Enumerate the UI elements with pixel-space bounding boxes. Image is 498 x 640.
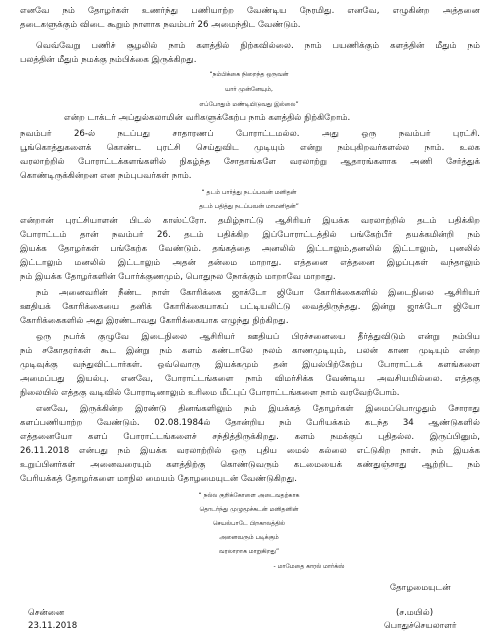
text-line: கொண்டிருக்கின்றன என நம்புபவர்கள் நாம்.: [20, 171, 192, 181]
text-line: பேரியக்கத் தோழர்களை மாநில மையம் தோழமையுடன் வேண்டுகிறது.: [20, 474, 297, 484]
place: சென்னை: [28, 608, 65, 618]
text-line: எனவே நம் தோழர்கள் உணர்ந்து பணியாற்ற வேண்டிய நேரமிது. எனவே, எழுகின்ற அத்தனை: [20, 6, 480, 16]
quote-line: எப்போதும் மண்டியிடுவது இல்லை”: [199, 101, 299, 108]
text-line: கோரிக்கைகளில் அது இரண்டாவது கோரிக்கையாக எழுந்து நிற்கிறது.: [20, 316, 289, 326]
text-line: அமைப்பது இயல்பு. எனவே, போராட்டங்களை நாம் விமர்சிக்க வேண்டிய அவசியமில்லை. எத்தகு: [20, 374, 480, 384]
text-line: ஊதியக் கோரிக்கையை தனிக் கோரிக்கையாகப் பட்டியலிட்டு வைத்திருந்தது. இன்று ஜாக்டோ ஜியோ: [20, 302, 480, 312]
date: 23.11.2018: [28, 621, 78, 631]
quote-line: செயல்பாடே பிறகாலத்தில்: [213, 520, 285, 527]
quote-line: அனைவரும் படிக்கும்: [219, 534, 279, 541]
signatory-name: (ச.மயில்): [396, 608, 434, 618]
quote-attribution: - மாமேதை காரல் மார்க்ஸ்: [273, 563, 345, 570]
text-line: இட்டாலும் மனலில் இட்டாலும் அதன் தன்மை மாறாது. எத்தனை எத்தனை இழப்புகள் வந்தாலும்: [20, 258, 480, 268]
text-line: என்ற டாக்டர் அப்துல்கலாமின் வரிகளுக்கேற்ப நாம் களத்தில் நிற்கிறோம்.: [64, 113, 351, 123]
quote-line: “ நல்ல குறிக்கோளை அடைவதற்காக: [198, 492, 300, 499]
text-line: நவம்பர் 26-ல் நடப்பது சாதாரணப் போராட்டமல்ல. அது ஒரு நவம்பர் புரட்சி.: [20, 129, 480, 139]
text-line: இயக்க தோழர்கள் பங்கேற்க வேண்டும். தங்கத்தை அனலில் இட்டாலும்,தனலில் இட்டாலும், புனலில்: [20, 244, 480, 254]
closing-salutation: தோழமையுடன்: [390, 583, 451, 593]
text-line: தடைகளுக்கும் விடை கூறும் நாளாக நவம்பர் 26 அமைந்திட வேண்டும்.: [20, 20, 301, 30]
text-line: உறுப்பினர்கள் அனைவரையும் களத்திற்கு கொண்டுவரும் கடமையைக் கண்துஞ்சாது ஆற்றிட நம்: [20, 460, 480, 470]
text-line: ஒரு நபர்க் குழுவே இடைநிலை ஆசிரியர் ஊதியப் பிரச்சனையை தீர்த்துவிடும் என்று நம்பிய: [36, 332, 480, 342]
text-line: 26.11.2018 என்பது நம் இயக்க வரலாற்றில் ஒரு புதிய மைல் கல்லை எட்டுகிற நாள். நம் இயக்க: [20, 446, 480, 456]
text-line: முடிவுக்கு வந்துவிட்டார்கள். ஒவ்வொரு இயக்கமும் தன் இயல்பிற்கேற்ப போராட்டக் களங்களை: [20, 360, 480, 370]
text-line: நம் இயக்க தோழர்களின் போர்க்குணமும், பொதுநல நோக்கும் மாறாவே மாறாது.: [20, 272, 336, 282]
text-line: என்றான் புரட்சியாளன் பிடல் காஸ்ட்ரோ. தமிழ்நாட்டு ஆசிரியர் இயக்க வரலாற்றில் தடம் பதிக்கிற: [20, 216, 480, 226]
text-line: எனவே, இருக்கின்ற இரண்டு தினங்களிலும் நம் இயக்கத் தோழர்கள் இமைப்பொழுதும் சோராது: [36, 404, 480, 414]
text-line: பூங்கொத்துகளைக் கொண்ட புரட்சி செய்துவிட முடியும் என்று நம்புகிறவர்களல்ல நாம். உலக: [20, 143, 480, 153]
signatory-title: பொதுச்செயலாளர்: [384, 621, 457, 631]
text-line: எத்தனையோ களப் போராட்டங்களைச் சந்தித்திருக்கிறது. களம் நமக்குப் புதிதல்ல. இருப்பினும்,: [20, 432, 480, 442]
quote-line: தடம் பதித்து நடப்பவன் மாமனிதன்”: [199, 203, 299, 210]
quote-line: தொடர்ந்து முழுமூச்சுடன் மனிதனின்: [199, 506, 299, 513]
text-line: நம் சகோதரர்கள் கூட இன்று நம் களம் கண்டாலே நலம் காணமுடியும், பலன் காண முடியும் என்ற: [20, 346, 480, 356]
quote-line: வரலாறாக மாறுகிறது”: [218, 548, 280, 555]
quote-line: “நம்பிக்கை நிறைந்த ஒருவன்: [209, 71, 289, 78]
text-line: நிலையில் எத்தகு வடிவில் போராடினாலும் உரிமை மீட்புப் போராட்டங்களை நாம் வரவேற்போம்.: [20, 388, 400, 398]
text-line: வரலாற்றில் போராட்டக்களங்களில் நிகழ்ந்த சோதாங்களே வரலாற்று ஆதாரங்களாக அணி சேர்த்துக்: [20, 157, 480, 167]
text-line: பலத்தின் மீதும் நமக்கு நம்பிக்கை இருக்கிறது.: [20, 55, 197, 65]
quote-line: “ தடம் பார்த்து நடப்பவன் மனிதன்: [201, 189, 297, 196]
text-line: களப்பணியாற்ற வேண்டும். 02.08.1984ல் தோன்றிய நம் பேரியக்கம் கடந்த 34 ஆண்டுகளில்: [20, 418, 480, 428]
quote-line: யார் முன்னேயும்,: [225, 86, 273, 93]
text-line: போராட்டம் தான் நவம்பர் 26. தடம் பதிக்கிற இப்போராட்டத்தில் பங்கேற்பீர் தயக்கமின்றி நம்: [20, 230, 480, 240]
text-line: வெவ்வேறு பணிச் சூழலில் நாம் களத்தில் நிற்கவில்லை. நாம் பயணிக்கும் களத்தின் மீதும் நம்: [36, 41, 480, 51]
text-line: நம் அனைவரின் நீண்ட நாள் கோரிக்கை ஜாக்டோ ஜியோ கோரிக்கைகளில் இடைநிலை ஆசிரியர்: [36, 288, 480, 298]
